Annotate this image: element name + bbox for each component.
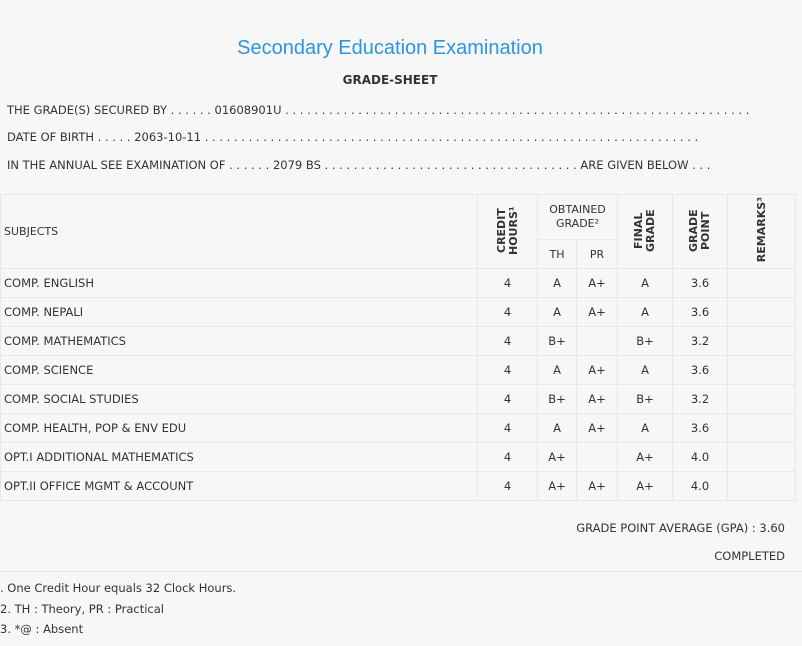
- grade-point-cell: 3.2: [673, 385, 728, 414]
- pr-cell: A+: [577, 414, 618, 443]
- final-grade-cell: A: [618, 298, 673, 327]
- status-text: COMPLETED: [714, 549, 785, 563]
- th-cell: A: [538, 269, 577, 298]
- remarks-cell: [728, 385, 796, 414]
- pr-cell: A+: [577, 385, 618, 414]
- final-grade-cell: A: [618, 269, 673, 298]
- table-row: [1, 327, 796, 356]
- remarks-cell: [728, 327, 796, 356]
- credit-cell: 4: [478, 414, 538, 443]
- subject-cell: OPT.I ADDITIONAL MATHEMATICS: [1, 443, 478, 472]
- final-grade-cell: A+: [618, 443, 673, 472]
- pr-cell: A+: [577, 356, 618, 385]
- th-cell: B+: [538, 385, 577, 414]
- pr-cell: [577, 443, 618, 472]
- credit-cell: 4: [478, 269, 538, 298]
- table-row: [1, 472, 796, 501]
- remarks-cell: [728, 298, 796, 327]
- subject-cell: OPT.II OFFICE MGMT & ACCOUNT: [1, 472, 478, 501]
- credit-cell: 4: [478, 356, 538, 385]
- pr-cell: A+: [577, 269, 618, 298]
- credit-cell: 4: [478, 298, 538, 327]
- th-cell: A: [538, 298, 577, 327]
- grade-point-cell: 3.6: [673, 298, 728, 327]
- grades-table: [0, 194, 796, 501]
- final-grade-cell: B+: [618, 327, 673, 356]
- grade-point-header: GRADE POINT: [687, 208, 712, 252]
- subject-cell: COMP. MATHEMATICS: [1, 327, 478, 356]
- remarks-header: REMARKS³: [754, 197, 768, 263]
- th-cell: A+: [538, 443, 577, 472]
- remarks-cell: [728, 443, 796, 472]
- grade-point-cell: 3.6: [673, 414, 728, 443]
- table-row: [1, 385, 796, 414]
- secured-by-line: THE GRADE(S) SECURED BY . . . . . . 01608901U . . . . . . . . . . . . . . . . . . . . . . . . . . . . . . . . . . . . . . . . . . . . . . . . . . . . . . . . . . . . . . . .: [7, 103, 750, 117]
- divider: [0, 571, 802, 572]
- remarks-cell: [728, 356, 796, 385]
- pr-cell: A+: [577, 298, 618, 327]
- grade-point-cell: 3.2: [673, 327, 728, 356]
- th-cell: A: [538, 414, 577, 443]
- th-cell: A+: [538, 472, 577, 501]
- exam-title: Secondary Education Examination: [237, 37, 543, 59]
- final-grade-cell: A: [618, 356, 673, 385]
- table-row: [1, 269, 796, 298]
- subjects-header: SUBJECTS: [1, 195, 478, 269]
- credit-cell: 4: [478, 443, 538, 472]
- note-1: . One Credit Hour equals 32 Clock Hours.: [0, 581, 237, 595]
- note-2: 2. TH : Theory, PR : Practical: [0, 602, 164, 616]
- final-grade-header: FINAL GRADE: [632, 208, 657, 252]
- subject-cell: COMP. HEALTH, POP & ENV EDU: [1, 414, 478, 443]
- grade-point-cell: 3.6: [673, 269, 728, 298]
- final-grade-cell: A+: [618, 472, 673, 501]
- grade-point-cell: 4.0: [673, 443, 728, 472]
- remarks-cell: [728, 472, 796, 501]
- credit-cell: 4: [478, 327, 538, 356]
- gpa-text: GRADE POINT AVERAGE (GPA) : 3.60: [576, 521, 785, 535]
- subject-cell: COMP. NEPALI: [1, 298, 478, 327]
- grade-sheet-heading: GRADE-SHEET: [342, 73, 438, 87]
- remarks-cell: [728, 269, 796, 298]
- final-grade-cell: B+: [618, 385, 673, 414]
- table-row: [1, 414, 796, 443]
- obtained-grade-header: OBTAINED GRADE²: [538, 195, 618, 240]
- table-row: [1, 443, 796, 472]
- credit-cell: 4: [478, 472, 538, 501]
- subject-cell: COMP. SOCIAL STUDIES: [1, 385, 478, 414]
- grade-point-cell: 4.0: [673, 472, 728, 501]
- table-row: [1, 298, 796, 327]
- remarks-cell: [728, 414, 796, 443]
- subject-cell: COMP. ENGLISH: [1, 269, 478, 298]
- th-cell: B+: [538, 327, 577, 356]
- th-header: TH: [538, 240, 577, 269]
- subject-cell: COMP. SCIENCE: [1, 356, 478, 385]
- credit-hours-header: CREDIT HOURS¹: [494, 205, 520, 255]
- pr-header: PR: [577, 240, 618, 269]
- pr-cell: [577, 327, 618, 356]
- th-cell: A: [538, 356, 577, 385]
- grade-point-cell: 3.6: [673, 356, 728, 385]
- dob-line: DATE OF BIRTH . . . . . 2063-10-11 . . . . . . . . . . . . . . . . . . . . . . . . . . . . . . . . . . . . . . . . . . . . . . . . . . . . . . . . . . . . . . . . . . . .: [7, 130, 699, 144]
- exam-line: IN THE ANNUAL SEE EXAMINATION OF . . . . . . 2079 BS . . . . . . . . . . . . . . . . . . . . . . . . . . . . . . . . . . . ARE GIVEN BELOW . . .: [7, 158, 711, 172]
- table-row: [1, 356, 796, 385]
- credit-cell: 4: [478, 385, 538, 414]
- final-grade-cell: A: [618, 414, 673, 443]
- pr-cell: A+: [577, 472, 618, 501]
- note-3: 3. *@ : Absent: [0, 622, 84, 636]
